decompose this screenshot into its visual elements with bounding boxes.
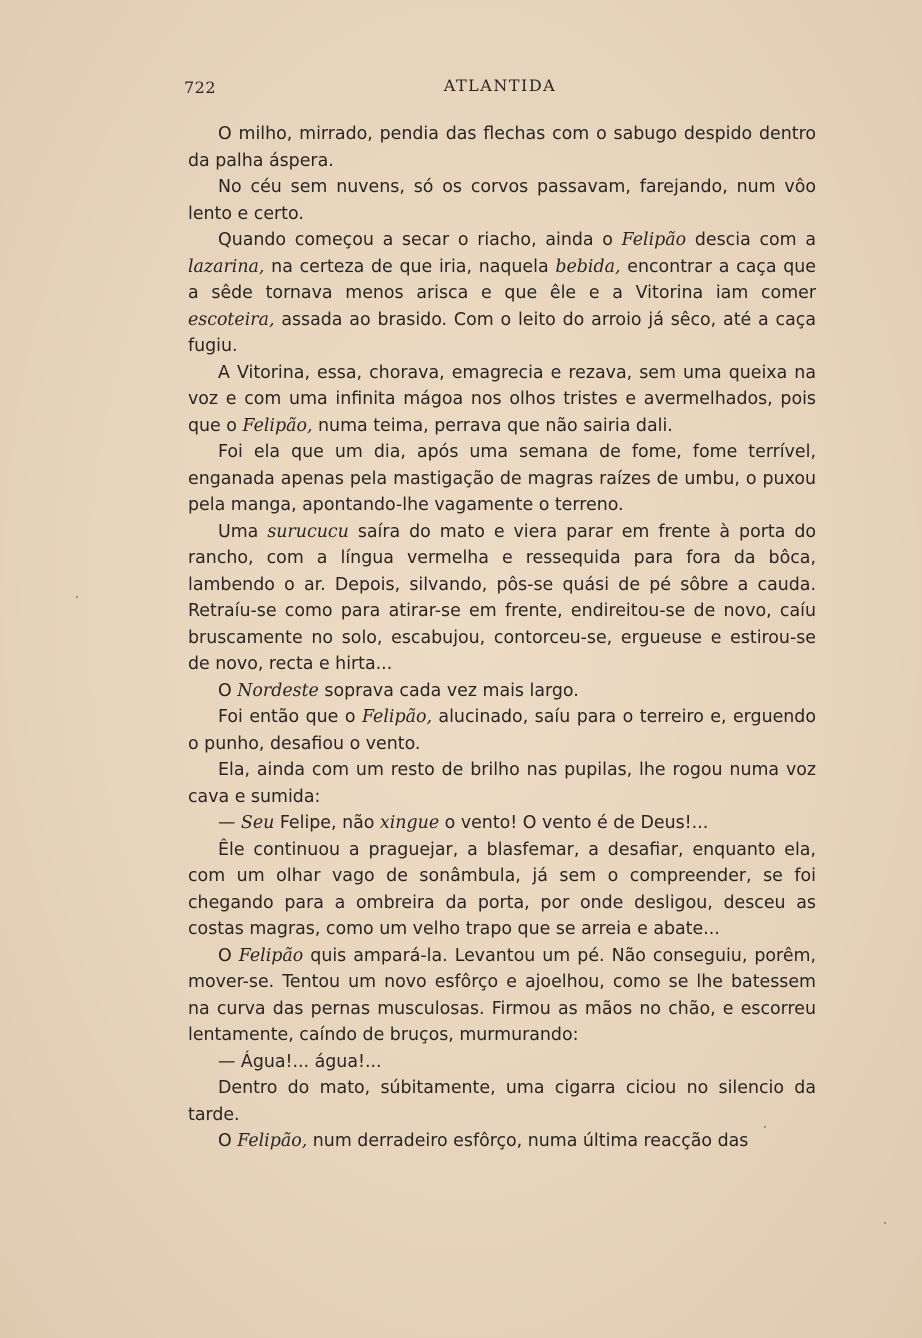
italic-text: surucucu xyxy=(267,521,349,542)
paragraph xyxy=(188,678,816,705)
text-run: encontrar a caça que a sêde tornava menos arisca e que êle e a Vitorina iam comer xyxy=(188,256,817,303)
running-title: ATLANTIDA xyxy=(443,76,557,95)
italic-text: lazarina, xyxy=(188,256,265,277)
text-run: Dentro do mato, súbitamente, uma cigarra ciciou no silencio da tarde. xyxy=(188,1078,816,1125)
text-run: saíra do mato e viera parar em frente à porta do rancho, com a língua vermelha e ressequida para fora da bôca, lambendo o ar. Depois, silvando, pôs-se quási de pé sôbre a cauda. Retraíu-se como para atirar-se em frente, endireitou-se de novo, caíu bruscamente no solo, escabujou, contorceu-se, ergueuse e estirou-se de novo, recta e hirta... xyxy=(188,521,817,674)
italic-text: Felipão xyxy=(621,230,687,250)
italic-text: xingue xyxy=(379,813,440,833)
text-run: — xyxy=(218,813,241,833)
text-run: Ela, ainda com um resto de brilho nas pupilas, lhe rogou numa voz cava e sumida: xyxy=(188,760,816,807)
paragraph xyxy=(188,360,816,440)
text-run: num derradeiro esfôrço, numa última reacção das xyxy=(307,1131,749,1151)
paragraph xyxy=(188,943,816,1049)
paragraph xyxy=(188,810,816,837)
paragraph xyxy=(188,757,816,810)
paper-speck xyxy=(884,1222,886,1224)
italic-text: escoteira, xyxy=(188,309,275,330)
page-number: 722 xyxy=(184,78,217,97)
paper-speck xyxy=(76,596,78,598)
italic-text: Seu xyxy=(240,813,275,833)
body-text xyxy=(188,121,816,1155)
italic-text: Felipão, xyxy=(361,707,432,727)
text-run: na certeza de que iria, naquela xyxy=(264,256,556,277)
text-run: Uma xyxy=(218,521,268,542)
text-run: Felipe, não xyxy=(274,813,380,833)
paragraph xyxy=(188,121,816,174)
text-run: quis ampará-la. Levantou um pé. Não conseguiu, porêm, mover-se. Tentou um novo esfôrço e ajoelhou, como se lhe batessem na curva das pernas musculosas. Firmou as mãos no chão, e escorreu lentamente, caíndo de bruços, murmurando: xyxy=(188,945,816,1045)
text-run: A Vitorina, essa, chorava, emagrecia e rezava, sem uma queixa na voz e com uma infinita mágoa nos olhos tristes e avermelhados, pois que o xyxy=(188,362,816,436)
paper-speck xyxy=(764,1126,766,1128)
text-run: No céu sem nuvens, só os corvos passavam, farejando, num vôo lento e certo. xyxy=(188,177,816,224)
italic-text: Nordeste xyxy=(237,680,319,701)
paragraph xyxy=(188,439,816,519)
italic-text: bebida, xyxy=(555,256,621,277)
page-header xyxy=(184,74,816,102)
text-run: O xyxy=(218,1131,238,1151)
text-run: soprava cada vez mais largo. xyxy=(318,680,579,701)
text-run: Foi então que o xyxy=(218,707,362,727)
paragraph xyxy=(188,227,816,360)
paragraph xyxy=(188,1128,816,1155)
paragraph xyxy=(188,174,816,227)
text-run: — Água!... água!... xyxy=(218,1051,382,1072)
paragraph xyxy=(188,1075,816,1128)
text-run: Quando começou a secar o riacho, ainda o xyxy=(218,230,622,250)
text-run: O xyxy=(218,680,238,701)
paragraph xyxy=(188,519,816,678)
text-run: Êle continuou a praguejar, a blasfemar, a desafiar, enquanto ela, com um olhar vago de sonâmbula, já sem o compreender, se foi chegando para a ombreira da porta, por onde desligou, desceu as costas magras, como um velho trapo que se arreia e abate... xyxy=(188,839,816,939)
text-run: assada ao brasido. Com o leito do arroio já sêco, até a caça fugiu. xyxy=(188,309,816,356)
text-run: o vento! O vento é de Deus!... xyxy=(439,813,709,833)
text-run: alucinado, saíu para o terreiro e, erguendo o punho, desafiou o vento. xyxy=(188,707,816,754)
paragraph xyxy=(188,704,816,757)
italic-text: Felipão xyxy=(238,945,304,966)
text-run: O xyxy=(218,945,239,966)
italic-text: Felipão, xyxy=(242,415,313,436)
text-run: descia com a xyxy=(686,230,816,250)
paragraph xyxy=(188,1049,816,1076)
text-run: numa teima, perrava que não sairia dali. xyxy=(312,415,673,436)
text-run: Foi ela que um dia, após uma semana de fome, fome terrível, enganada apenas pela mastigação de magras raízes de umbu, o puxou pela manga, apontando-lhe vagamente o terreno. xyxy=(188,442,816,515)
text-run: O milho, mirrado, pendia das flechas com o sabugo despido dentro da palha áspera. xyxy=(188,124,816,171)
paragraph xyxy=(188,837,816,943)
italic-text: Felipão, xyxy=(237,1131,308,1151)
